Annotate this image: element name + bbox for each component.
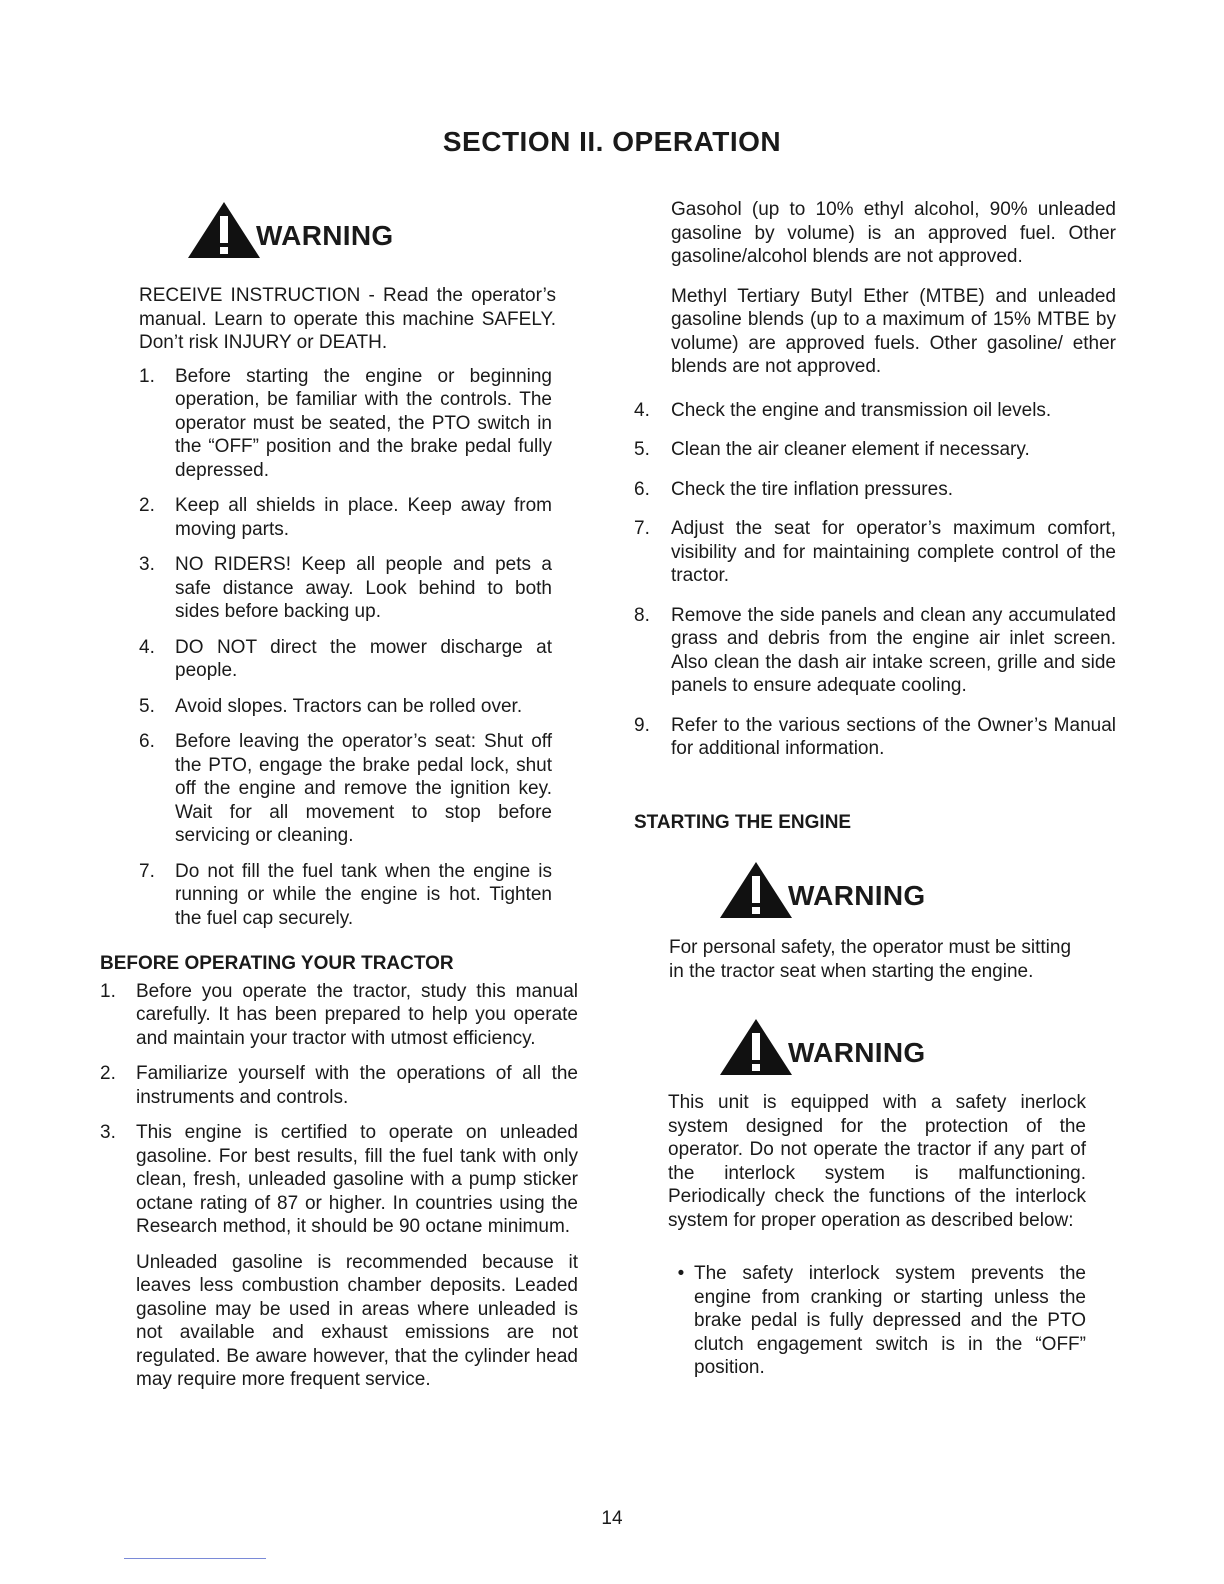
list-item: 2. Familiarize yourself with the operations of all the instruments and controls. xyxy=(100,1063,578,1108)
footer-line xyxy=(124,1558,266,1559)
before-operating-list xyxy=(100,980,578,1239)
list-item: 6. Check the tire inflation pressures. xyxy=(634,478,953,500)
warning-header xyxy=(718,860,1116,920)
list-item: 5. Clean the air cleaner element if necessary. xyxy=(634,439,1030,460)
mtbe-paragraph: Methyl Tertiary Butyl Ether (MTBE) and unleaded gasoline blends (up to a maximum of 15% MTBE by volume) are approved fuels. Other gasoline/ ether blends are not approved. xyxy=(671,285,1116,377)
page-number: 14 xyxy=(601,1508,623,1529)
list-item: 5. Avoid slopes. Tractors can be rolled over. xyxy=(139,695,523,717)
warning-label: WARNING xyxy=(256,220,394,251)
warning-header xyxy=(718,1017,1116,1077)
warning-triangle-icon xyxy=(718,860,794,920)
list-item: • The safety interlock system prevents the engine from cranking or starting unless the brake pedal is fully depressed and the PTO clutch engagement switch is in the “OFF” position. xyxy=(668,1262,1086,1380)
warning-triangle-icon xyxy=(718,1017,794,1077)
list-item: 1. Before you operate the tractor, study this manual carefully. It has been prepared to help you operate and maintain your tractor with utmost efficiency. xyxy=(100,980,578,1049)
warning-label: WARNING xyxy=(788,1037,926,1068)
warning-header xyxy=(186,200,578,260)
warning-label: WARNING xyxy=(788,880,926,911)
list-item: 3. This engine is certified to operate on unleaded gasoline. For best results, fill the fuel tank with only clean, fresh, unleaded gasoline with a pump sticker octane rating of 87 or higher. In countries using the Research method, it should be 90 octane minimum. xyxy=(100,1122,578,1237)
starting-engine-heading: STARTING THE ENGINE xyxy=(634,811,852,833)
unleaded-paragraph: Unleaded gasoline is recommended because it leaves less combustion chamber deposits. Leaded gasoline may be used in areas where unleaded is not available and exhaust emissions are not regulated. Be aware however, that the cylinder head may require more frequent service. xyxy=(136,1251,578,1390)
list-item: 9. Refer to the various sections of the Owner’s Manual for additional information. xyxy=(634,714,1116,759)
warning-intro: RECEIVE INSTRUCTION - Read the operator’s manual. Learn to operate this machine SAFELY. Don’t risk INJURY or DEATH. xyxy=(139,285,556,353)
before-operating-heading: BEFORE OPERATING YOUR TRACTOR xyxy=(100,953,454,974)
list-item: 4. Check the engine and transmission oil levels. xyxy=(634,399,1052,421)
warning-seat-text: For personal safety, the operator must be sitting in the tractor seat when starting the engine. xyxy=(669,937,1072,982)
list-item: 7. Do not fill the fuel tank when the engine is running or while the engine is hot. Tighten the fuel cap securely. xyxy=(139,860,552,929)
warning-triangle-icon xyxy=(186,200,262,260)
list-item: 2. Keep all shields in place. Keep away from moving parts. xyxy=(139,495,552,540)
left-column xyxy=(100,200,578,1392)
prestart-list xyxy=(634,399,1116,761)
list-item: 4. DO NOT direct the mower discharge at people. xyxy=(139,636,552,681)
list-item: 3. NO RIDERS! Keep all people and pets a safe distance away. Look behind to both sides before backing up. xyxy=(139,554,552,622)
page-title: SECTION II. OPERATION xyxy=(442,126,782,157)
list-item: 7. Adjust the seat for operator’s maximum comfort, visibility and for maintaining complete control of the tractor. xyxy=(634,518,1116,586)
list-item: 8. Remove the side panels and clean any accumulated grass and debris from the engine air inlet screen. Also clean the dash air intake screen, grille and side panels to ensure adequate cooling. xyxy=(634,604,1116,696)
gasohol-paragraph: Gasohol (up to 10% ethyl alcohol, 90% unleaded gasoline by volume) is an approved fuel. Other gasoline/alcohol blends are not approved. xyxy=(671,199,1116,267)
interlock-warning-text: This unit is equipped with a safety inerlock system designed for the protection of the operator. Do not operate the tractor if any part of the interlock system is malfunctioning. Periodically check the functions of the interlock system for proper operation as described below: xyxy=(668,1092,1086,1231)
right-column xyxy=(634,198,1116,1380)
safety-list xyxy=(139,365,552,931)
list-item: 6. Before leaving the operator’s seat: Shut off the PTO, engage the brake pedal lock, shut off the engine and remove the ignition key. Wait for all movement to stop before servicing or cleaning. xyxy=(139,731,552,846)
list-item: 1. Before starting the engine or beginning operation, be familiar with the controls. The operator must be seated, the PTO switch in the “OFF” position and the brake pedal fully depressed. xyxy=(139,365,552,481)
bullet-icon: • xyxy=(677,1263,685,1284)
